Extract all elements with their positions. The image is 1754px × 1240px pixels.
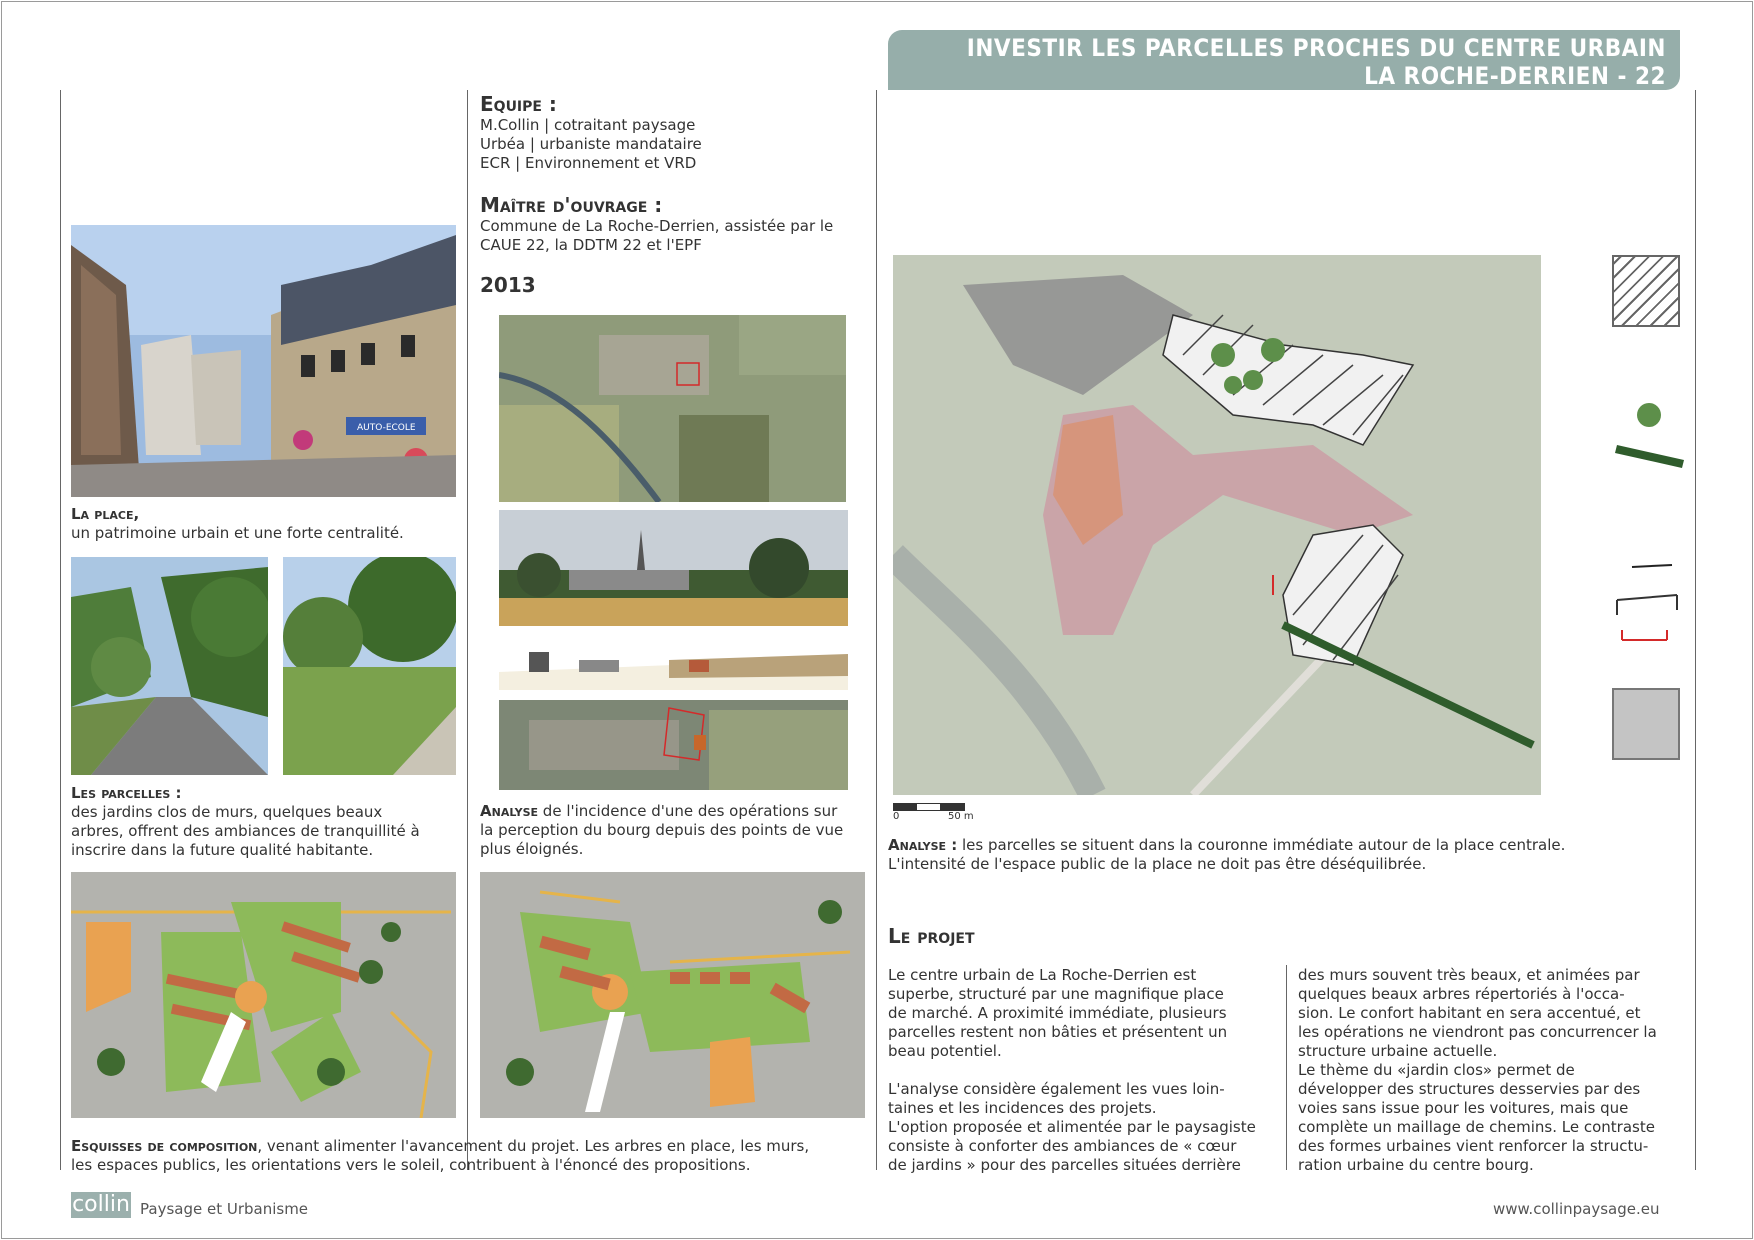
aerial-overview-image	[499, 315, 846, 502]
analyse-middle-caption	[480, 802, 843, 859]
projet-col1-line: de marché. A proximité immédiate, plusieurs	[888, 1004, 1227, 1022]
parcelles-photo-left	[71, 557, 268, 775]
projet-col2-line: des formes urbaines vient renforcer la structu-	[1298, 1137, 1649, 1155]
parcelles-caption-title: Les parcelles :	[71, 784, 182, 802]
projet-col1-line: beau potentiel.	[888, 1042, 1002, 1060]
column-divider-3	[876, 90, 877, 1170]
sketch-plan-right	[480, 872, 865, 1118]
projet-col2-line: structure urbaine actuelle.	[1298, 1042, 1498, 1060]
map-scale-bar	[893, 803, 965, 811]
project-year: 2013	[480, 273, 536, 297]
projet-col1-line: Le centre urbain de La Roche-Derrien est	[888, 966, 1197, 984]
projet-col1-line: L'option proposée et alimentée par le paysagiste	[888, 1118, 1256, 1136]
place-caption-title: La place,	[71, 505, 140, 523]
projet-col1-line: L'analyse considère également les vues loin-	[888, 1080, 1225, 1098]
legend-grey-area-icon	[1612, 688, 1680, 760]
projet-col2-line: Le thème du «jardin clos» permet de	[1298, 1061, 1575, 1079]
parcelles-caption-line-1: des jardins clos de murs, quelques beaux	[71, 803, 383, 821]
legend-tree-hedge-icon	[1612, 400, 1687, 470]
shop-sign-label: AUTO-ECOLE	[357, 423, 416, 433]
footer-website-link[interactable]: www.collinpaysage.eu	[1493, 1200, 1660, 1218]
place-photo	[71, 225, 456, 497]
analysis-map	[893, 255, 1541, 795]
parcelles-caption	[71, 784, 420, 860]
map-scale-label-end: 50 m	[948, 811, 974, 822]
projet-column-divider	[1286, 965, 1287, 1170]
legend-view-arrows-icon	[1612, 555, 1687, 645]
esquisses-title: Esquisses de composition	[71, 1137, 258, 1155]
map-scale-label-start: 0	[893, 811, 900, 822]
analyse-middle-line-3: plus éloignés.	[480, 840, 584, 858]
column-divider-1	[60, 90, 61, 1170]
sketch-plan-left	[71, 872, 456, 1118]
maitre-line-1: Commune de La Roche-Derrien, assistée par le	[480, 217, 834, 235]
projet-col2-line: développer des structures desservies par des	[1298, 1080, 1641, 1098]
analyse-right-line-1: les parcelles se situent dans la couronne immédiate autour de la place centrale.	[957, 836, 1566, 854]
esquisses-caption	[71, 1137, 809, 1175]
analyse-right-title: Analyse :	[888, 836, 958, 854]
page-title-line1: INVESTIR LES PARCELLES PROCHES DU CENTRE URBAIN	[966, 34, 1666, 62]
landscape-view-image	[499, 510, 848, 626]
aerial-detail-image	[499, 700, 848, 790]
section-profile-image	[499, 638, 848, 690]
projet-column-1	[888, 966, 1256, 1175]
projet-col1-line	[888, 1061, 1256, 1080]
projet-col2-line: des murs souvent très beaux, et animées par	[1298, 966, 1640, 984]
analyse-middle-line-1: de l'incidence d'une des opérations sur	[538, 802, 838, 820]
footer-tagline: Paysage et Urbanisme	[140, 1200, 309, 1218]
page-title-line2: LA ROCHE-DERRIEN - 22	[1364, 62, 1666, 90]
esquisses-line-1: , venant alimenter l'avancement du projet. Les arbres en place, les murs,	[257, 1137, 810, 1155]
projet-col1-line: superbe, structuré par une magnifique place	[888, 985, 1224, 1003]
esquisses-line-2: les espaces publics, les orientations vers le soleil, contribuent à l'énoncé des propositions.	[71, 1156, 751, 1174]
equipe-line-3: ECR | Environnement et VRD	[480, 154, 697, 172]
analyse-right-line-2: L'intensité de l'espace public de la place ne doit pas être déséquilibrée.	[888, 855, 1427, 873]
projet-heading: Le projet	[888, 924, 975, 948]
maitre-line-2: CAUE 22, la DDTM 22 et l'EPF	[480, 236, 702, 254]
projet-col1-line: parcelles restent non bâties et présentent un	[888, 1023, 1228, 1041]
analyse-right-caption	[888, 836, 1565, 874]
place-caption-text: un patrimoine urbain et une forte centralité.	[71, 524, 404, 542]
column-divider-2	[467, 90, 468, 1170]
projet-col1-line: de jardins » pour des parcelles situées derrière	[888, 1156, 1241, 1174]
legend-hatched-parcel-icon	[1612, 255, 1680, 327]
projet-col2-line: quelques beaux arbres répertoriés à l'occa-	[1298, 985, 1625, 1003]
equipe-line-1: M.Collin | cotraitant paysage	[480, 116, 696, 134]
equipe-heading: Equipe :	[480, 92, 557, 116]
equipe-line-2: Urbéa | urbaniste mandataire	[480, 135, 702, 153]
projet-col2-line: ration urbaine du centre bourg.	[1298, 1156, 1534, 1174]
collin-logo: collin	[72, 1192, 130, 1217]
projet-col2-line: sion. Le confort habitant en sera accentué, et	[1298, 1004, 1641, 1022]
projet-col2-line: les opérations ne viendront pas concurrencer la	[1298, 1023, 1657, 1041]
maitre-ouvrage-text	[480, 217, 833, 255]
projet-col2-line: complète un maillage de chemins. Le contraste	[1298, 1118, 1655, 1136]
parcelles-caption-line-3: inscrire dans la future qualité habitante.	[71, 841, 374, 859]
parcelles-caption-line-2: arbres, offrent des ambiances de tranquillité à	[71, 822, 420, 840]
place-caption	[71, 505, 404, 543]
projet-col1-line: consiste à conforter des ambiances de « cœur	[888, 1137, 1237, 1155]
maitre-ouvrage-heading: Maître d'ouvrage :	[480, 193, 663, 217]
column-divider-4	[1695, 90, 1696, 1170]
parcelles-photo-right	[283, 557, 456, 775]
equipe-list	[480, 116, 702, 173]
analyse-middle-title: Analyse	[480, 802, 539, 820]
projet-col1-line: taines et les incidences des projets.	[888, 1099, 1157, 1117]
projet-col2-line: voies sans issue pour les voitures, mais que	[1298, 1099, 1629, 1117]
page-title-banner	[888, 30, 1680, 90]
analyse-middle-line-2: la perception du bourg depuis des points de vue	[480, 821, 844, 839]
projet-column-2	[1298, 966, 1657, 1175]
